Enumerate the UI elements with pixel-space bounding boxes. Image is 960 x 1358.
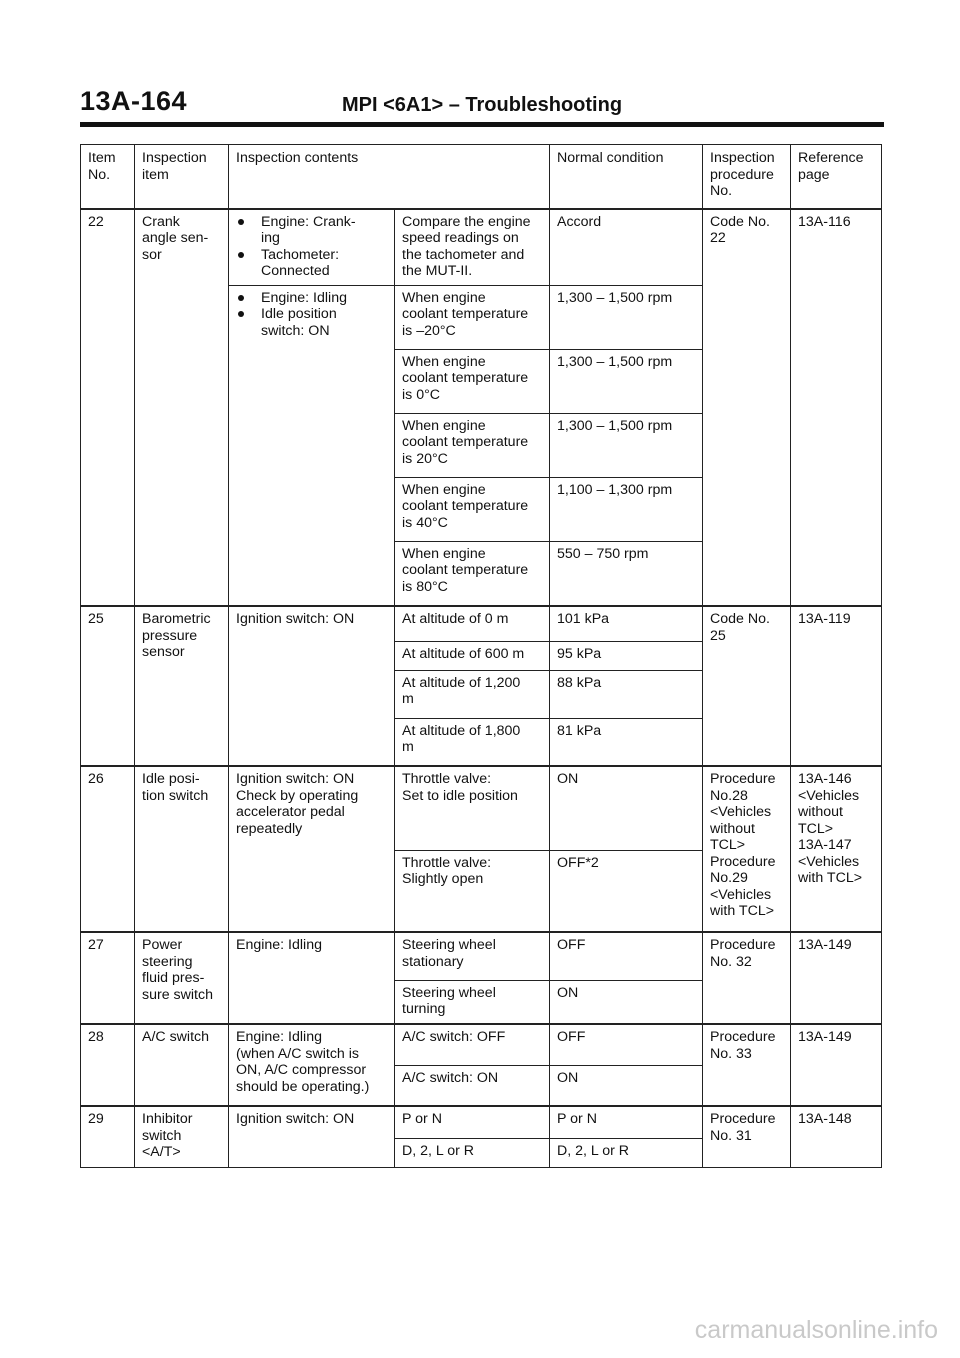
bullet-icon	[238, 295, 244, 301]
table-row	[81, 766, 882, 850]
header-procedure: Inspection procedure No.	[703, 145, 791, 209]
table-row	[81, 209, 882, 286]
reference-cell: 13A-149	[791, 1024, 882, 1106]
item-no-cell: 29	[81, 1106, 135, 1167]
inspection-item-cell: Barometric pressure sensor	[135, 606, 229, 766]
normal-cell: ON	[550, 766, 703, 850]
normal-cell: 1,100 – 1,300 rpm	[550, 477, 703, 541]
condition-cell: Engine: Idling (when A/C switch is ON, A/C compressor should be operating.)	[229, 1024, 395, 1106]
condition-cell: Ignition switch: ON	[229, 1106, 395, 1167]
normal-cell: 550 – 750 rpm	[550, 541, 703, 605]
page-header	[80, 86, 880, 122]
check-cell: A/C switch: OFF	[395, 1024, 550, 1065]
bullet-icon	[238, 219, 244, 225]
normal-cell: OFF	[550, 1024, 703, 1065]
check-cell: When engine coolant temperature is 20°C	[395, 413, 550, 477]
inspection-table	[80, 144, 882, 1168]
check-cell: Steering wheel stationary	[395, 932, 550, 980]
table-row	[81, 1106, 882, 1138]
inspection-item-cell: Power steering fluid pres- sure switch	[135, 932, 229, 1024]
check-cell: When engine coolant temperature is 0°C	[395, 349, 550, 413]
table-row	[81, 1024, 882, 1065]
check-cell: D, 2, L or R	[395, 1138, 550, 1167]
normal-cell: 81 kPa	[550, 718, 703, 766]
check-cell: At altitude of 1,200 m	[395, 670, 550, 718]
check-cell: At altitude of 0 m	[395, 606, 550, 641]
procedure-cell: Procedure No. 33	[703, 1024, 791, 1106]
check-cell: At altitude of 600 m	[395, 641, 550, 670]
reference-cell: 13A-148	[791, 1106, 882, 1167]
page-number: 13A-164	[80, 86, 188, 116]
condition-cell	[229, 209, 395, 286]
condition-cell: Ignition switch: ON	[229, 606, 395, 766]
reference-cell: 13A-149	[791, 932, 882, 1024]
item-no-cell: 26	[81, 766, 135, 932]
item-no-cell: 25	[81, 606, 135, 766]
normal-cell: 88 kPa	[550, 670, 703, 718]
item-no-cell: 22	[81, 209, 135, 607]
normal-cell: OFF*2	[550, 850, 703, 932]
table-row	[81, 932, 882, 980]
item-no-cell: 28	[81, 1024, 135, 1106]
header-item-no: Item No.	[81, 145, 135, 209]
normal-cell: 95 kPa	[550, 641, 703, 670]
normal-cell: 1,300 – 1,500 rpm	[550, 413, 703, 477]
check-cell: At altitude of 1,800 m	[395, 718, 550, 766]
normal-cell: ON	[550, 1065, 703, 1106]
bullet-item: Engine: Idling	[236, 290, 389, 307]
check-cell: When engine coolant temperature is 40°C	[395, 477, 550, 541]
check-cell: Compare the engine speed readings on the tachometer and the MUT-II.	[395, 209, 550, 286]
condition-cell	[229, 285, 395, 605]
check-cell: Steering wheel turning	[395, 980, 550, 1024]
watermark: carmanualsonline.info	[694, 1316, 938, 1344]
procedure-cell: Code No. 25	[703, 606, 791, 766]
table-header-row	[81, 145, 882, 209]
bullet-icon	[238, 311, 244, 317]
procedure-cell: Code No. 22	[703, 209, 791, 607]
check-cell: Throttle valve: Set to idle position	[395, 766, 550, 850]
bullet-item: Tachometer: Connected	[236, 247, 389, 280]
check-cell: A/C switch: ON	[395, 1065, 550, 1106]
inspection-item-cell: Idle posi- tion switch	[135, 766, 229, 932]
reference-cell: 13A-146 <Vehicles without TCL> 13A-147 <Vehicles with TCL>	[791, 766, 882, 932]
normal-cell: P or N	[550, 1106, 703, 1138]
normal-cell: Accord	[550, 209, 703, 286]
header-inspection-contents: Inspection contents	[229, 145, 550, 209]
bullet-icon	[238, 252, 244, 258]
check-cell: When engine coolant temperature is –20°C	[395, 285, 550, 349]
bullet-item: Engine: Crank- ing	[236, 214, 389, 247]
bullet-item: Idle position switch: ON	[236, 306, 389, 339]
header-inspection-item: Inspection item	[135, 145, 229, 209]
reference-cell: 13A-116	[791, 209, 882, 607]
procedure-cell: Procedure No. 32	[703, 932, 791, 1024]
condition-cell: Ignition switch: ON Check by operating accelerator pedal repeatedly	[229, 766, 395, 932]
header-reference: Reference page	[791, 145, 882, 209]
inspection-item-cell: Crank angle sen- sor	[135, 209, 229, 607]
inspection-item-cell: Inhibitor switch <A/T>	[135, 1106, 229, 1167]
normal-cell: D, 2, L or R	[550, 1138, 703, 1167]
item-no-cell: 27	[81, 932, 135, 1024]
header-normal-condition: Normal condition	[550, 145, 703, 209]
condition-cell: Engine: Idling	[229, 932, 395, 1024]
normal-cell: OFF	[550, 932, 703, 980]
normal-cell: 1,300 – 1,500 rpm	[550, 349, 703, 413]
check-cell: When engine coolant temperature is 80°C	[395, 541, 550, 605]
check-cell: Throttle valve: Slightly open	[395, 850, 550, 932]
normal-cell: 101 kPa	[550, 606, 703, 641]
inspection-item-cell: A/C switch	[135, 1024, 229, 1106]
normal-cell: 1,300 – 1,500 rpm	[550, 285, 703, 349]
table-row	[81, 606, 882, 641]
reference-cell: 13A-119	[791, 606, 882, 766]
procedure-cell: Procedure No.28 <Vehicles without TCL> Procedure No.29 <Vehicles with TCL>	[703, 766, 791, 932]
header-rule	[80, 122, 884, 127]
section-title: MPI <6A1> – Troubleshooting	[342, 94, 623, 116]
normal-cell: ON	[550, 980, 703, 1024]
procedure-cell: Procedure No. 31	[703, 1106, 791, 1167]
check-cell: P or N	[395, 1106, 550, 1138]
